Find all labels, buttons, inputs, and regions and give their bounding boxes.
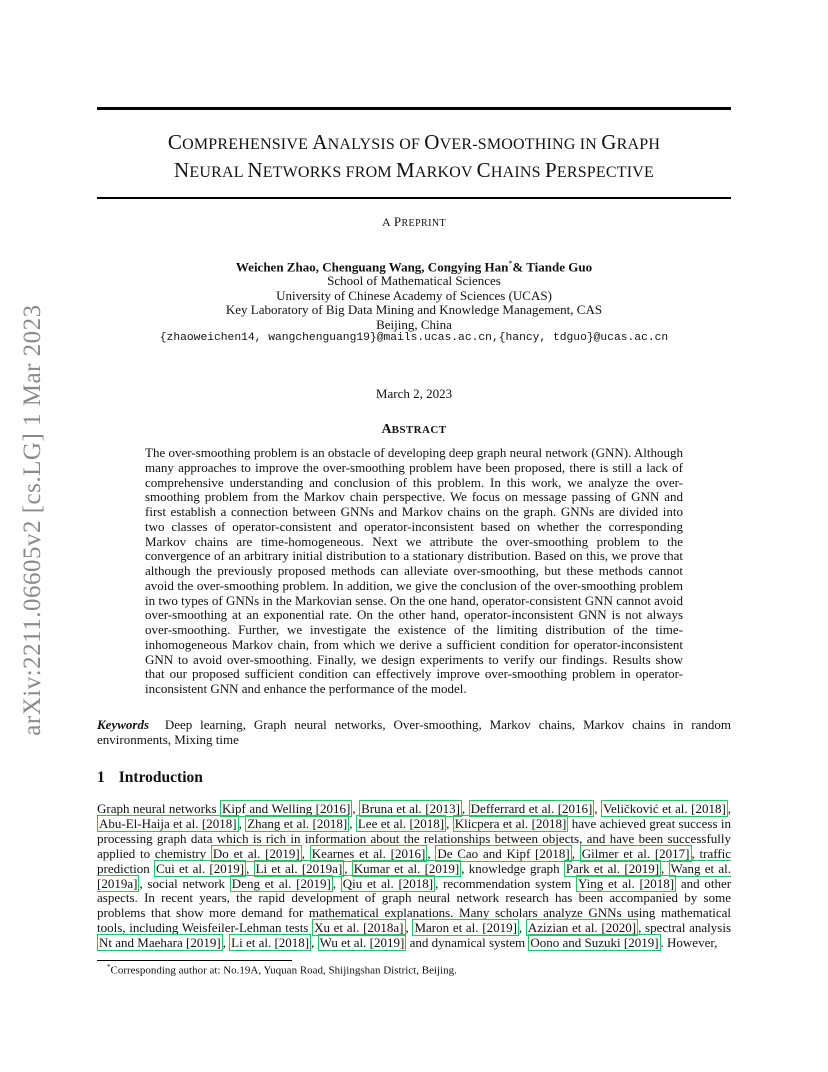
citation-link[interactable]: Azizian et al. [2020]: [527, 920, 637, 936]
intro-text: ,: [301, 845, 310, 861]
paper-title-line-1: [0, 130, 828, 155]
title-word-initial: N: [174, 158, 190, 182]
intro-text: have achieved great success in processing graph data which is rich in information about the relationships between objects, and have been successfully applied to chemistry: [97, 815, 732, 861]
citation-link[interactable]: Li et al. [2018]: [231, 935, 310, 951]
author-emails: {zhaoweichen14, wangchenguang19}@mails.ucas.ac.cn,{hancy, tdguo}@ucas.ac.cn: [159, 332, 669, 344]
title-word-rest: RAPH: [616, 136, 661, 153]
affiliation-1: School of Mathematical Sciences: [327, 273, 501, 288]
arxiv-stamp: arXiv:2211.06605v2 [cs.LG] 1 Mar 2023: [19, 304, 46, 736]
intro-text: Graph neural networks: [97, 801, 221, 816]
title-word-rest: NALYSIS OF: [327, 136, 425, 153]
title-word-initial: N: [247, 158, 263, 182]
title-word-rest: EURAL: [189, 164, 248, 181]
intro-text: ,: [344, 860, 352, 876]
keywords: [97, 718, 731, 748]
intro-text: ,: [349, 815, 356, 831]
citation-link[interactable]: Oono and Suzuki [2019]: [530, 935, 659, 951]
citation-link[interactable]: Xu et al. [2018a]: [314, 920, 404, 936]
citation-link[interactable]: Zhang et al. [2018]: [247, 815, 348, 831]
citation-link[interactable]: Cui et al. [2019]: [155, 860, 245, 876]
title-word-initial: G: [601, 130, 617, 154]
citation-link[interactable]: Klicpera et al. [2018]: [454, 815, 567, 831]
footnote: *Corresponding author at: No.19A, Yuquan Road, Shijingshan District, Beijing.: [107, 963, 457, 977]
intro-text: ,: [311, 935, 318, 951]
citation-link[interactable]: Kipf and Welling [2016]: [222, 801, 351, 816]
citation-link[interactable]: Kumar et al. [2019]: [353, 860, 460, 876]
citation-link[interactable]: Ying et al. [2018]: [578, 875, 675, 891]
citation-link[interactable]: De Cao and Kipf [2018]: [437, 845, 570, 861]
citation-link[interactable]: Abu-El-Haija et al. [2018]: [99, 815, 237, 831]
abstract-text: The over-smoothing problem is an obstacle of developing deep graph neural network (GNN). Although many approaches to improve the over-smoothing problem have been proposed, there is still a lack of comprehensive understanding and conclusion of this problem. In this work, we analyze the over-smoothing problem from the Markov chain perspective. We focus on message passing of GNN and first establish a connection between GNNs and Markov chains on the graph. GNNs are divided into two classes of operator-consistent and operator-inconsistent based on whether the corresponding Markov chains are time-homogeneous. Next we attribute the over-smoothing problem to the convergence of an arbitrary initial distribution to a stationary distribution. Based on this, we prove that although the previously proposed methods can alleviate over-smoothing, but these methods cannot avoid the over-smoothing problem. In addition, we give the conclusion of the over-smoothing problem in two types of GNNs in the Markovian sense. On the one hand, operator-consistent GNN cannot avoid over-smoothing at an exponential rate. On the other hand, operator-inconsistent GNN is not always over-smoothing. Further, we investigate the existence of the limiting distribution of the time-inhomogeneous Markov chain, from which we derive a sufficient condition for operator-inconsistent GNN to avoid over-smoothing. Finally, we design experiments to verify our findings. Results show that our proposed sufficient condition can effectively improve over-smoothing problem in operator-inconsistent GNN and enhance the performance of the model.: [145, 445, 683, 696]
intro-text: and dynamical system: [406, 935, 529, 951]
citation-link[interactable]: Do et al. [2019]: [212, 845, 300, 861]
intro-text: ,: [405, 920, 413, 936]
citation-link[interactable]: Wang et al. [2019a]: [97, 860, 731, 891]
publication-date: March 2, 2023: [375, 386, 453, 401]
title-word-initial: P: [544, 158, 557, 182]
intro-text: ,: [518, 920, 526, 936]
affiliation-2: University of Chinese Academy of Sciences (UCAS): [276, 288, 552, 303]
title-bottom-rule: [97, 197, 731, 199]
intro-text: , social network: [139, 875, 230, 891]
intro-text: ,: [332, 875, 341, 891]
intro-text: , knowledge graph: [461, 860, 564, 876]
title-word-initial: M: [395, 158, 415, 182]
keywords-list: Deep learning, Graph neural networks, Over-smoothing, Markov chains, Markov chains in random environments, Mixing time: [97, 717, 731, 747]
citation-link[interactable]: Wu et al. [2019]: [319, 935, 405, 951]
title-top-rule: [97, 107, 731, 110]
intro-text: ,: [238, 815, 246, 831]
title-word-initial: C: [476, 158, 491, 182]
citation-link[interactable]: Park et al. [2019]: [565, 860, 660, 876]
title-word-rest: ETWORKS FROM: [262, 164, 396, 181]
intro-text: ,: [352, 801, 360, 816]
intro-text: . However,: [660, 935, 718, 951]
citation-link[interactable]: Deng et al. [2019]: [231, 875, 331, 891]
footnote-rule: [97, 960, 292, 961]
citation-link[interactable]: Nt and Maehara [2019]: [99, 935, 221, 951]
citation-link[interactable]: Veličković et al. [2018]: [603, 801, 726, 816]
title-word-initial: A: [312, 130, 328, 154]
intro-text: , traffic prediction: [97, 845, 732, 876]
intro-text: ,: [571, 845, 580, 861]
intro-text: , spectral analysis: [638, 920, 732, 936]
introduction-paragraph: [97, 802, 731, 951]
citation-link[interactable]: Gilmer et al. [2017]: [581, 845, 690, 861]
keywords-label: Keywords: [97, 717, 149, 732]
affiliation-4: Beijing, China: [376, 317, 452, 332]
intro-text: ,: [222, 935, 230, 951]
citation-link[interactable]: Lee et al. [2018]: [357, 815, 445, 831]
title-word-rest: OMPREHENSIVE: [182, 136, 313, 153]
intro-text: ,: [594, 801, 602, 816]
citation-link[interactable]: Qiu et al. [2018]: [342, 875, 434, 891]
citation-link[interactable]: Li et al. [2019a]: [255, 860, 343, 876]
citation-link[interactable]: Maron et al. [2019]: [414, 920, 517, 936]
title-word-rest: VER-SMOOTHING IN: [439, 136, 602, 153]
title-word-rest: HAINS: [490, 164, 545, 181]
abstract-heading: ABSTRACT: [381, 422, 447, 437]
title-word-initial: O: [424, 130, 440, 154]
section-heading: 1 Introduction: [97, 769, 203, 786]
citation-link[interactable]: Defferrard et al. [2016]: [470, 801, 593, 816]
citation-link[interactable]: Kearnes et al. [2016]: [311, 845, 426, 861]
title-word-rest: ERSPECTIVE: [556, 164, 654, 181]
intro-text: ,: [461, 801, 469, 816]
preprint-label: A PREPRINT: [382, 214, 446, 229]
intro-text: ,: [727, 801, 732, 816]
author-list: Weichen Zhao, Chenguang Wang, Congying Han*& Tiande Guo: [235, 259, 593, 275]
intro-text: ,: [661, 860, 669, 876]
paper-title-line-2: [0, 158, 828, 183]
intro-text: ,: [427, 845, 436, 861]
affiliation-3: Key Laboratory of Big Data Mining and Knowledge Management, CAS: [225, 302, 603, 317]
intro-text: ,: [246, 860, 254, 876]
intro-text: , recommendation system: [435, 875, 576, 891]
intro-text: and other aspects. In recent years, the rapid development of graph neural network research has been accompanied by some problems that show more demand for mathematical explanations. Many scholars analyze GNNs using mathematical tools, including Weisfeiler-Lehman tests: [97, 875, 732, 936]
title-word-initial: C: [167, 130, 183, 154]
intro-text: ,: [446, 815, 453, 831]
title-word-rest: ARKOV: [414, 164, 477, 181]
citation-link[interactable]: Bruna et al. [2013]: [361, 801, 460, 816]
